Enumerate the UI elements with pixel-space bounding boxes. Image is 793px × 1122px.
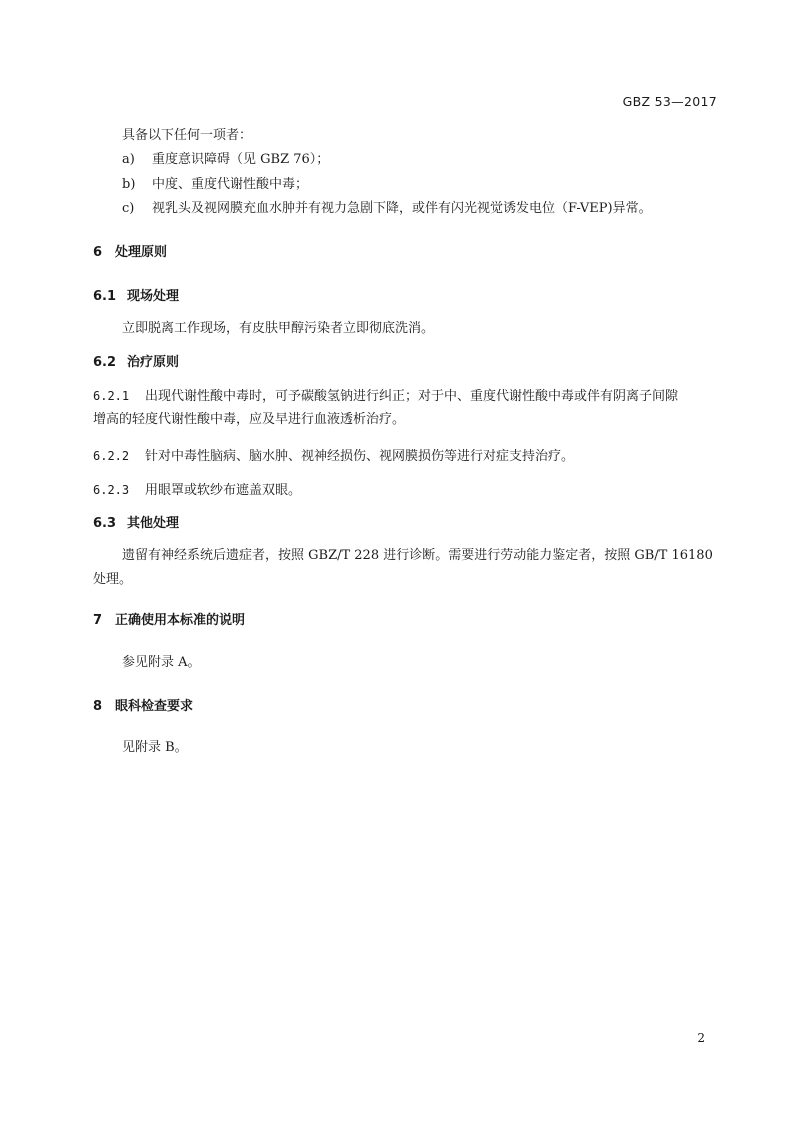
section-6-3-line-1: 遗留有神经系统后遗症者，按照 GBZ/T 228 进行诊断。需要进行劳动能力鉴定者，按照 GB/T 16180	[122, 548, 713, 563]
section-8-heading	[93, 697, 193, 717]
intro-text: 具备以下任何一项者：	[122, 128, 253, 143]
section-6-3-line-2: 处理。	[93, 572, 133, 587]
list-item-text: 视乳头及视网膜充血水肿并有视力急剧下降，或伴有闪光视觉诱发电位（F-VEP)异常。	[152, 201, 652, 216]
clause-number: 6.2.1	[93, 389, 130, 403]
section-number: 6.3	[93, 516, 117, 531]
section-7-text: 参见附录 A。	[122, 655, 201, 670]
clause-6-2-1-line-2: 增高的轻度代谢性酸中毒，应及早进行血液透析治疗。	[93, 412, 406, 427]
section-7-heading	[93, 611, 245, 631]
section-title: 正确使用本标准的说明	[115, 613, 246, 628]
clause-text: 出现代谢性酸中毒时，可予碳酸氢钠进行纠正；对于中、重度代谢性酸中毒或伴有阴离子间隙	[145, 389, 679, 404]
section-6-1-text: 立即脱离工作现场，有皮肤甲醇污染者立即彻底洗消。	[122, 321, 435, 336]
list-item-label: b)	[122, 177, 136, 192]
clause-number: 6.2.3	[93, 483, 130, 497]
section-title: 其他处理	[127, 516, 180, 531]
clause-6-2-2	[93, 446, 574, 467]
list-item-c	[122, 199, 652, 219]
section-title: 眼科检查要求	[115, 699, 194, 714]
clause-6-2-1-line-1	[93, 386, 678, 407]
clause-text: 针对中毒性脑病、脑水肿、视神经损伤、视网膜损伤等进行对症支持治疗。	[145, 449, 575, 464]
section-8-text: 见附录 B。	[122, 740, 188, 755]
section-title: 治疗原则	[127, 355, 180, 370]
list-item-label: a)	[122, 152, 135, 167]
section-number: 6	[93, 245, 103, 260]
list-item-label: c)	[122, 201, 135, 216]
page-number: 2	[697, 1031, 705, 1045]
section-number: 6.1	[93, 289, 117, 304]
section-title: 处理原则	[115, 245, 168, 260]
section-title: 现场处理	[127, 289, 180, 304]
clause-6-2-3	[93, 480, 301, 501]
section-6-3-heading	[93, 514, 179, 534]
section-6-2-heading	[93, 353, 179, 373]
section-number: 6.2	[93, 355, 117, 370]
clause-text: 用眼罩或软纱布遮盖双眼。	[145, 483, 302, 498]
standard-code: GBZ 53—2017	[622, 94, 717, 109]
list-item-b	[122, 175, 308, 195]
section-number: 8	[93, 699, 103, 714]
list-item-text: 中度、重度代谢性酸中毒；	[152, 177, 309, 192]
list-item-a	[122, 150, 329, 170]
clause-number: 6.2.2	[93, 449, 130, 463]
section-6-heading	[93, 243, 167, 263]
section-number: 7	[93, 613, 103, 628]
list-item-text: 重度意识障碍（见 GBZ 76）；	[152, 152, 330, 167]
section-6-1-heading	[93, 287, 179, 307]
